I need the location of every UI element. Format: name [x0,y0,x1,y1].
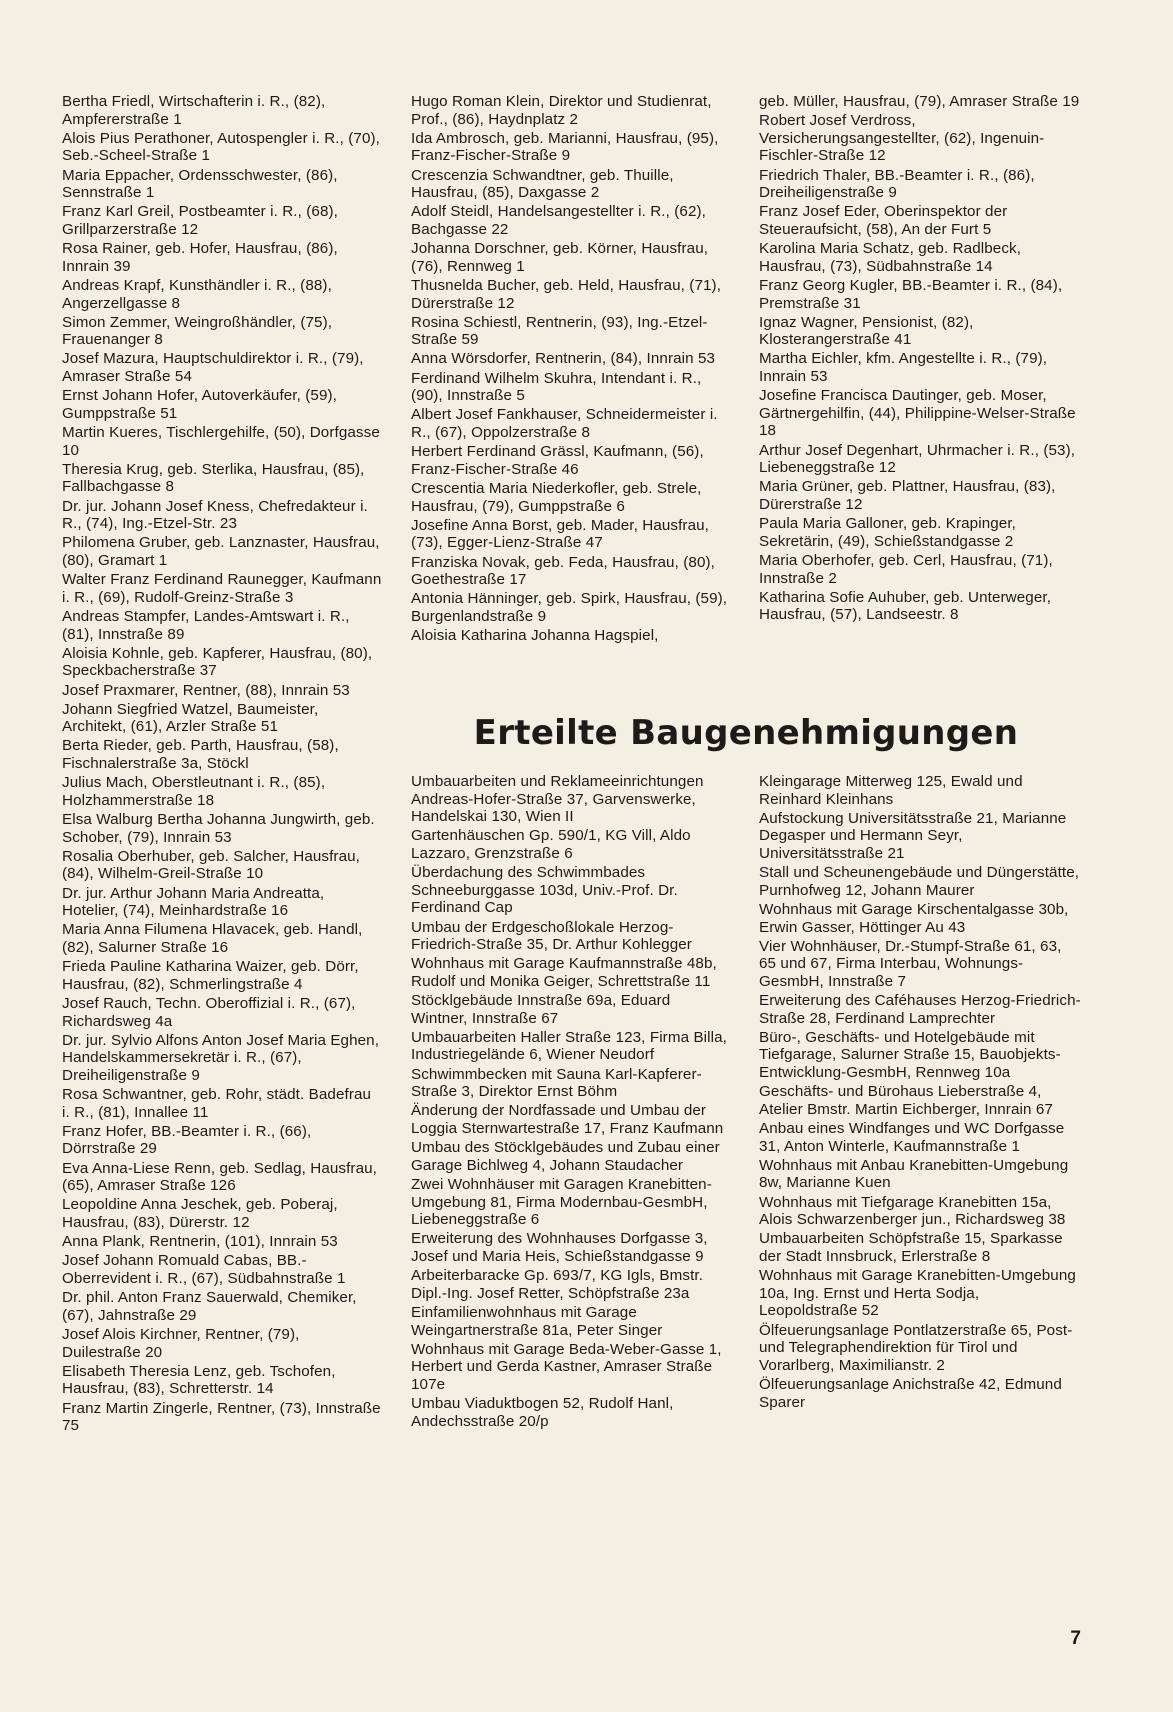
list-item: Maria Anna Filumena Hlavacek, geb. Handl, (82), Salurner Straße 16 [62,921,363,956]
list-item: Franz Karl Greil, Postbeamter i. R., (68), Grillparzerstraße 12 [62,203,338,238]
list-item: Aufstockung Universitätsstraße 21, Marianne Degasper und Hermann Seyr, Universitätsstraße 21 [759,809,1067,862]
list-item: Kleingarage Mitterweg 125, Ewald und Reinhard Kleinhans [759,773,1023,808]
list-item: Rosina Schiestl, Rentnerin, (93), Ing.-Etzel-Straße 59 [411,313,708,349]
list-item: Albert Josef Fankhauser, Schneidermeister i. R., (67), Oppolzerstraße 8 [411,406,718,442]
list-item: Josefine Anna Borst, geb. Mader, Hausfrau, (73), Egger-Lienz-Straße 47 [411,516,709,552]
list-item: Philomena Gruber, geb. Lanznaster, Hausfrau, (80), Gramart 1 [62,534,380,569]
list-item: Walter Franz Ferdinand Raunegger, Kaufmann i. R., (69), Rudolf-Greinz-Straße 3 [62,571,382,606]
list-item: Robert Josef Verdross, Versicherungsangestellter, (62), Ingenuin-Fischler-Straße 12 [759,112,1045,165]
permit-column-1 [411,773,729,1432]
list-item: Vier Wohnhäuser, Dr.-Stumpf-Straße 61, 63, 65 und 67, Firma Interbau, Wohnungs-GesmbH, Innstraße 7 [759,937,1062,990]
list-item: Katharina Sofie Auhuber, geb. Unterweger, Hausfrau, (57), Landseestr. 8 [759,588,1052,624]
list-item: Anbau eines Windfanges und WC Dorfgasse 31, Anton Winterle, Kaufmannstraße 1 [759,1120,1065,1155]
list-item: Franziska Novak, geb. Feda, Hausfrau, (80), Goethestraße 17 [411,553,715,589]
list-item: Umbauarbeiten Haller Straße 123, Firma Billa, Industriegelände 6, Wiener Neudorf [411,1028,727,1064]
list-item: Josef Alois Kirchner, Rentner, (79), Duilestraße 20 [62,1325,300,1361]
list-item: Franz Hofer, BB.-Beamter i. R., (66), Dörrstraße 29 [62,1122,312,1158]
list-item: Dr. jur. Arthur Johann Maria Andreatta, Hotelier, (74), Meinhardstraße 16 [62,884,325,920]
list-item: Geschäfts- und Bürohaus Lieberstraße 4, Atelier Bmstr. Martin Eichberger, Innrain 67 [759,1083,1053,1118]
section-heading: Erteilte Baugenehmigungen [473,713,1019,753]
list-item: Wohnhaus mit Garage Kirschentalgasse 30b, Erwin Gasser, Höttinger Au 43 [759,900,1069,936]
list-item: Umbau Viaduktbogen 52, Rudolf Hanl, Andechsstraße 20/p [411,1395,674,1430]
list-item: Umbau des Stöcklgebäudes und Zubau einer Garage Bichlweg 4, Johann Staudacher [411,1139,720,1174]
list-item: Dr. phil. Anton Franz Sauerwald, Chemiker, (67), Jahnstraße 29 [62,1289,357,1324]
list-item: Anna Wörsdorfer, Rentnerin, (84), Innrain 53 [411,350,716,368]
list-item: Dr. jur. Johann Josef Kness, Chefredakteur i. R., (74), Ing.-Etzel-Str. 23 [62,497,368,533]
list-item: Schwimmbecken mit Sauna Karl-Kapferer-Straße 3, Direktor Ernst Böhm [411,1065,702,1101]
list-item: geb. Müller, Hausfrau, (79), Amraser Straße 19 [759,93,1080,110]
list-item: Rosa Rainer, geb. Hofer, Hausfrau, (86), Innrain 39 [62,240,338,275]
list-item: Arbeiterbaracke Gp. 693/7, KG Igls, Bmstr. Dipl.-Ing. Josef Retter, Schöpfstraße 23a [411,1267,704,1302]
list-item: Umbauarbeiten und Reklameeinrichtungen Andreas-Hofer-Straße 37, Garvenswerke, Handelskai 130, Wien II [411,773,704,826]
obituary-column-1 [62,93,382,1436]
page-number: 7 [1070,1628,1081,1649]
list-item: Ernst Johann Hofer, Autoverkäufer, (59), Gumppstraße 51 [62,387,337,422]
list-item: Hugo Roman Klein, Direktor und Studienrat, Prof., (86), Haydnplatz 2 [411,93,712,128]
list-item: Franz Martin Zingerle, Rentner, (73), Innstraße 75 [62,1399,381,1435]
list-item: Berta Rieder, geb. Parth, Hausfrau, (58), Fischnalerstraße 3a, Stöckl [62,737,339,773]
list-item: Büro-, Geschäfts- und Hotelgebäude mit Tiefgarage, Salurner Straße 15, Bauobjekts-Entwicklung-GesmbH, Rennweg 10a [759,1028,1061,1082]
list-item: Elsa Walburg Bertha Johanna Jungwirth, geb. Schober, (79), Innrain 53 [62,811,375,846]
list-item: Dr. jur. Sylvio Alfons Anton Josef Maria Eghen, Handelskammersekretär i. R., (67), Dreiheiligenstraße 9 [62,1031,380,1084]
list-item: Simon Zemmer, Weingroßhändler, (75), Frauenanger 8 [62,313,333,349]
list-item: Andreas Krapf, Kunsthändler i. R., (88), Angerzellgasse 8 [62,276,332,312]
list-item: Herbert Ferdinand Grässl, Kaufmann, (56), Franz-Fischer-Straße 46 [411,443,704,478]
list-item: Josef Johann Romuald Cabas, BB.-Oberrevident i. R., (67), Südbahnstraße 1 [62,1252,346,1287]
list-item: Ölfeuerungsanlage Pontlatzerstraße 65, Post- und Telegraphendirektion für Tirol und Vorarlberg, Maximilianstr. 2 [759,1321,1073,1374]
list-item: Josefine Francisca Dautinger, geb. Moser, Gärtnergehilfin, (44), Philippine-Welser-Straße 18 [759,387,1076,440]
list-item: Ölfeuerungsanlage Anichstraße 42, Edmund Sparer [759,1375,1062,1411]
obituary-column-3 [759,93,1081,626]
list-item: Antonia Hänninger, geb. Spirk, Hausfrau, (59), Burgenlandstraße 9 [411,590,728,625]
list-item: Alois Pius Perathoner, Autospengler i. R., (70), Seb.-Scheel-Straße 1 [62,129,380,165]
list-item: Crescentia Maria Niederkofler, geb. Strele, Hausfrau, (79), Gumppstraße 6 [411,480,702,515]
list-item: Franz Josef Eder, Oberinspektor der Steueraufsicht, (58), An der Furt 5 [759,203,1008,238]
list-item: Elisabeth Theresia Lenz, geb. Tschofen, Hausfrau, (83), Schretterstr. 14 [62,1362,336,1398]
list-item: Adolf Steidl, Handelsangestellter i. R., (62), Bachgasse 22 [411,203,706,238]
list-item: Erweiterung des Caféhauses Herzog-Friedrich-Straße 28, Ferdinand Lamprechter [759,992,1081,1027]
list-item: Ida Ambrosch, geb. Marianni, Hausfrau, (95), Franz-Fischer-Straße 9 [411,129,719,165]
list-item: Bertha Friedl, Wirtschafterin i. R., (82), Ampfererstraße 1 [62,93,326,128]
list-item: Franz Georg Kugler, BB.-Beamter i. R., (84), Premstraße 31 [759,276,1063,312]
list-item: Josef Praxmarer, Rentner, (88), Innrain 53 [62,681,350,699]
list-item: Leopoldine Anna Jeschek, geb. Poberaj, Hausfrau, (83), Dürerstr. 12 [62,1196,338,1232]
list-item: Martha Eichler, kfm. Angestellte i. R., (79), Innrain 53 [759,350,1048,386]
list-item: Stall und Scheunengebäude und Düngerstätte, Purnhofweg 12, Johann Maurer [759,864,1080,899]
list-item: Josef Rauch, Techn. Oberoffizial i. R., (67), Richardsweg 4a [62,994,356,1030]
list-item: Friedrich Thaler, BB.-Beamter i. R., (86), Dreiheiligenstraße 9 [759,166,1035,202]
permit-column-2 [759,773,1081,1413]
list-item: Martin Kueres, Tischlergehilfe, (50), Dorfgasse 10 [62,424,380,459]
list-item: Eva Anna-Liese Renn, geb. Sedlag, Hausfrau, (65), Amraser Straße 126 [62,1159,378,1195]
list-item: Ferdinand Wilhelm Skuhra, Intendant i. R., (90), Innstraße 5 [411,369,702,405]
list-item: Überdachung des Schwimmbades Schneeburggasse 103d, Univ.-Prof. Dr. Ferdinand Cap [411,864,678,917]
list-item: Josef Mazura, Hauptschuldirektor i. R., (79), Amraser Straße 54 [62,350,364,386]
list-item: Andreas Stampfer, Landes-Amtswart i. R., (81), Innstraße 89 [62,607,350,643]
list-item: Wohnhaus mit Anbau Kranebitten-Umgebung 8w, Marianne Kuen [759,1156,1069,1192]
list-item: Maria Grüner, geb. Plattner, Hausfrau, (83), Dürerstraße 12 [759,478,1056,513]
list-item: Arthur Josef Degenhart, Uhrmacher i. R., (53), Liebeneggstraße 12 [759,441,1076,477]
list-item: Aloisia Kohnle, geb. Kapferer, Hausfrau, (80), Speckbacherstraße 37 [62,644,373,680]
list-item: Stöcklgebäude Innstraße 69a, Eduard Wintner, Innstraße 67 [411,992,671,1027]
list-item: Maria Oberhofer, geb. Cerl, Hausfrau, (71), Innstraße 2 [759,551,1053,587]
list-item: Rosa Schwantner, geb. Rohr, städt. Badefrau i. R., (81), Innallee 11 [62,1086,372,1121]
list-item: Ignaz Wagner, Pensionist, (82), Klosterangerstraße 41 [759,313,974,349]
list-item: Thusnelda Bucher, geb. Held, Hausfrau, (71), Dürerstraße 12 [411,276,722,312]
list-item: Theresia Krug, geb. Sterlika, Hausfrau, (85), Fallbachgasse 8 [62,460,365,496]
list-item: Johann Siegfried Watzel, Baumeister, Architekt, (61), Arzler Straße 51 [62,700,319,736]
list-item: Gartenhäuschen Gp. 590/1, KG Vill, Aldo Lazzaro, Grenzstraße 6 [411,827,691,862]
list-item: Umbauarbeiten Schöpfstraße 15, Sparkasse der Stadt Innsbruck, Erlerstraße 8 [759,1230,1063,1265]
list-item: Frieda Pauline Katharina Waizer, geb. Dörr, Hausfrau, (82), Schmerlingstraße 4 [62,958,359,993]
obituary-column-2 [411,93,729,646]
list-item: Julius Mach, Oberstleutnant i. R., (85), Holzhammerstraße 18 [62,774,326,809]
list-item: Aloisia Katharina Johanna Hagspiel, [411,627,659,645]
list-item: Maria Eppacher, Ordensschwester, (86), Sennstraße 1 [62,166,338,202]
list-item: Anna Plank, Rentnerin, (101), Innrain 53 [62,1233,338,1251]
list-item: Erweiterung des Wohnhauses Dorfgasse 3, Josef und Maria Heis, Schießstandgasse 9 [411,1230,708,1265]
list-item: Rosalia Oberhuber, geb. Salcher, Hausfrau, (84), Wilhelm-Greil-Straße 10 [62,847,360,883]
list-item: Paula Maria Galloner, geb. Krapinger, Sekretärin, (49), Schießstandgasse 2 [759,515,1016,550]
list-item: Einfamilienwohnhaus mit Garage Weingartnerstraße 81a, Peter Singer [411,1303,663,1339]
list-item: Karolina Maria Schatz, geb. Radlbeck, Hausfrau, (73), Südbahnstraße 14 [759,240,1022,275]
list-item: Zwei Wohnhäuser mit Garagen Kranebitten-Umgebung 81, Firma Modernbau-GesmbH, Liebeneggstraße 6 [411,1176,712,1229]
list-item: Wohnhaus mit Tiefgarage Kranebitten 15a, Alois Schwarzenberger jun., Richardsweg 38 [759,1193,1066,1229]
list-item: Crescenzia Schwandtner, geb. Thuille, Hausfrau, (85), Daxgasse 2 [411,166,674,202]
list-item: Änderung der Nordfassade und Umbau der Loggia Sternwartestraße 17, Franz Kaufmann [411,1102,724,1138]
list-item: Wohnhaus mit Garage Kaufmannstraße 48b, Rudolf und Monika Geiger, Schrettstraße 11 [411,955,717,990]
list-item: Wohnhaus mit Garage Kranebitten-Umgebung 10a, Ing. Ernst und Herta Sodja, Leopoldstraße 52 [759,1267,1076,1320]
list-item: Umbau der Erdgeschoßlokale Herzog-Friedrich-Straße 35, Dr. Arthur Kohlegger [411,918,692,954]
list-item: Wohnhaus mit Garage Beda-Weber-Gasse 1, Herbert und Gerda Kastner, Amraser Straße 107e [411,1340,722,1393]
list-item: Johanna Dorschner, geb. Körner, Hausfrau, (76), Rennweg 1 [411,240,709,275]
